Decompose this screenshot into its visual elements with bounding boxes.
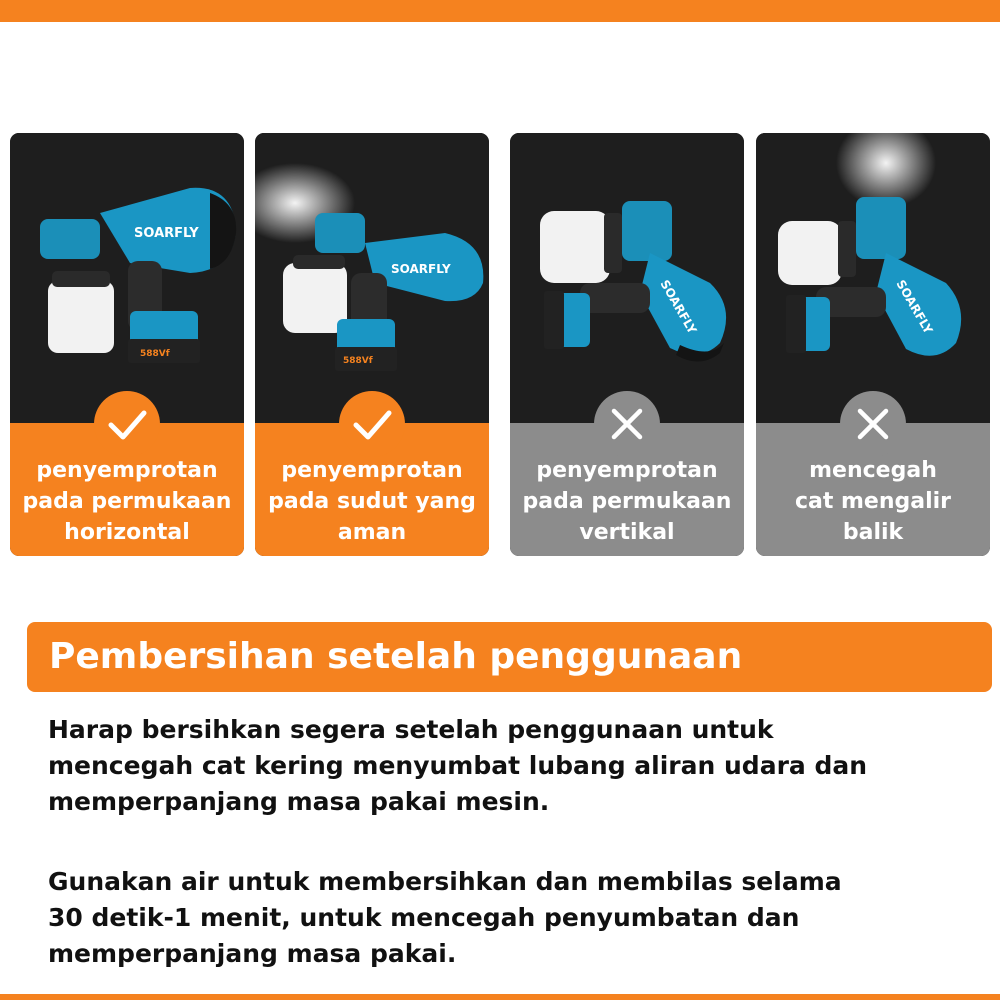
card-label: penyemprotan pada permukaan horizontal [22, 458, 232, 545]
spray-gun-photo [756, 133, 990, 423]
instruction-paragraph-2: Gunakan air untuk membersihkan dan membilas selama 30 detik-1 menit, untuk mencegah penyumbatan dan memperpanjang masa pakai. [48, 867, 842, 968]
cross-badge [594, 391, 660, 457]
card-label: penyemprotan pada permukaan vertikal [522, 458, 732, 545]
card-label: penyemprotan pada sudut yang aman [268, 458, 476, 545]
check-icon [94, 391, 160, 457]
section-banner [27, 622, 992, 692]
spray-gun-photo [255, 133, 489, 423]
check-icon [339, 391, 405, 457]
brand-text: SOARFLY [391, 262, 451, 276]
top-accent-bar [0, 0, 1000, 22]
spray-gun-photo [10, 133, 244, 423]
check-badge [94, 391, 160, 457]
cross-icon [840, 391, 906, 457]
usage-card-vertical [510, 133, 744, 556]
battery-label: 588Vf [140, 349, 170, 359]
usage-card-angle [255, 133, 489, 556]
bottom-accent-bar [0, 994, 1000, 1000]
spray-gun-photo [510, 133, 744, 423]
section-title: Pembersihan setelah penggunaan [49, 636, 743, 677]
brand-text: SOARFLY [134, 226, 199, 241]
check-badge [339, 391, 405, 457]
brand-text: SOARFLY [657, 277, 700, 337]
instruction-paragraph-1: Harap bersihkan segera setelah penggunaan untuk mencegah cat kering menyumbat lubang aliran udara dan memperpanjang masa pakai mesin. [48, 715, 868, 816]
usage-card-backflow [756, 133, 990, 556]
cross-badge [840, 391, 906, 457]
usage-card-horizontal [10, 133, 244, 556]
battery-label: 588Vf [343, 356, 373, 366]
card-label: mencegah cat mengalir balik [794, 458, 952, 545]
brand-text: SOARFLY [893, 277, 936, 337]
cross-icon [594, 391, 660, 457]
